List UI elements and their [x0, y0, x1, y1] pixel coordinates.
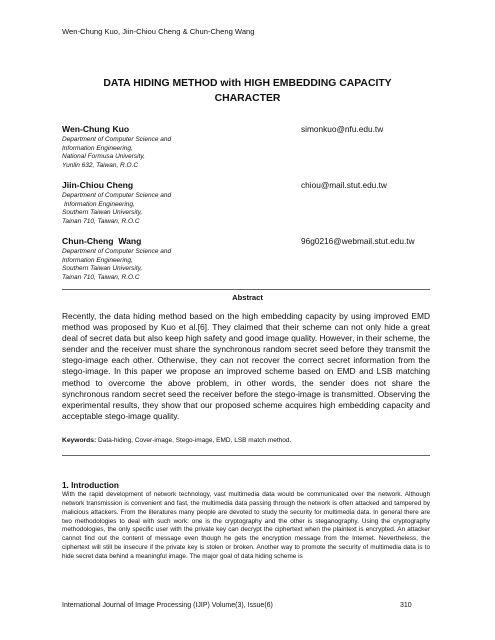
author-affiliation — [62, 248, 262, 282]
author-name: Chun-Cheng Wang — [62, 236, 142, 246]
divider-bottom — [62, 455, 430, 456]
author-affiliation — [62, 136, 262, 170]
affiliation-line: Tainan 710, Taiwan, R.O.C — [62, 273, 140, 281]
author-block-2 — [62, 180, 262, 226]
title-line-1: DATA HIDING METHOD with HIGH EMBEDDING CAPACITY — [103, 78, 392, 89]
author-name: Jiin-Chiou Cheng — [62, 180, 134, 190]
journal-footer: International Journal of Image Processing (IJIP) Volume(3), Issue(6) — [62, 602, 273, 609]
author-block-3 — [62, 236, 262, 282]
author-email: 96g0216@webmail.stut.edu.tw — [301, 236, 415, 246]
author-block-1 — [62, 124, 262, 170]
affiliation-line: Department of Computer Science and — [62, 192, 172, 199]
affiliation-line: Department of Computer Science and — [62, 248, 172, 255]
affiliation-line: Information Engineering, — [64, 200, 135, 208]
abstract-text: Recently, the data hiding method based on the high embedding capacity by using improved EMD method was proposed by Kuo et al.[6]. They claimed that their scheme can not only hide a great deal of secret data but also keep high safety and good image quality. However, in their scheme, the sender and the receiver must share the synchronous random secret seed before they transmit the stego-image each other. Otherwise, they can not recover the correct secret information from the stego-image. In this paper we propose an improved scheme based on EMD and LSB matching method to overcome the above problem, in other words, the sender does not share the synchronous random secret seed the receiver before the stego-image is transmitted. Observing the experimental results, they show that our proposed scheme acquires high embedding capacity and acceptable stego-image quality. — [62, 311, 430, 421]
abstract-heading: Abstract — [232, 293, 263, 302]
affiliation-line: Southern Taiwan University, — [62, 265, 143, 273]
affiliation-line: Southern Taiwan University, — [62, 209, 143, 217]
divider-top — [62, 289, 430, 290]
running-head: Wen-Chung Kuo, Jiin-Chiou Cheng & Chun-Cheng Wang — [62, 27, 255, 36]
affiliation-line: Tainan 710, Taiwan, R.O.C — [62, 217, 140, 225]
introduction-text: With the rapid development of network technology, vast multimedia data would be communicated over the network. Although network transmission is convenient and fast, the multimedia data passing through the network is often attacked and tampered by malicious attackers. From the literatures many people are devoted to study the security for multimedia data. In general there are two methodologies to deal with such work: one is the cryptography and the other is steganography. Using the cryptography methodologies, the only specific user with the private key can decrypt the ciphertext when the plaintext is encrypted. An attacker cannot find out the content of message even though he gets the encryption message from the Internet. Nevertheless, the ciphertext will still be insecure if the private key is stolen or broken. Another way to promote the security of multimedia data is to hide secret data behind a meaningful image. The major goal of data hiding scheme is — [62, 491, 430, 560]
author-email: simonkuo@nfu.edu.tw — [301, 124, 384, 134]
author-email: chiou@mail.stut.edu.tw — [301, 180, 387, 190]
affiliation-line: National Formusa University, — [62, 153, 145, 161]
affiliation-line: Yunlin 632, Taiwan, R.O.C — [62, 161, 139, 169]
keywords — [62, 437, 430, 444]
page-number: 310 — [400, 602, 412, 609]
keywords-label: Keywords: — [62, 437, 97, 444]
affiliation-line: Information Engineering, — [62, 144, 133, 152]
author-affiliation — [62, 192, 262, 226]
section-heading: 1. Introduction — [62, 481, 119, 490]
affiliation-line: Department of Computer Science and — [62, 136, 172, 143]
affiliation-line: Information Engineering, — [62, 256, 133, 264]
keywords-text: Data-hiding, Cover-image, Stego-image, EMD, LSB match method. — [96, 437, 292, 444]
paper-title — [40, 76, 455, 106]
author-name: Wen-Chung Kuo — [62, 124, 130, 134]
title-line-2: CHARACTER — [214, 93, 281, 104]
